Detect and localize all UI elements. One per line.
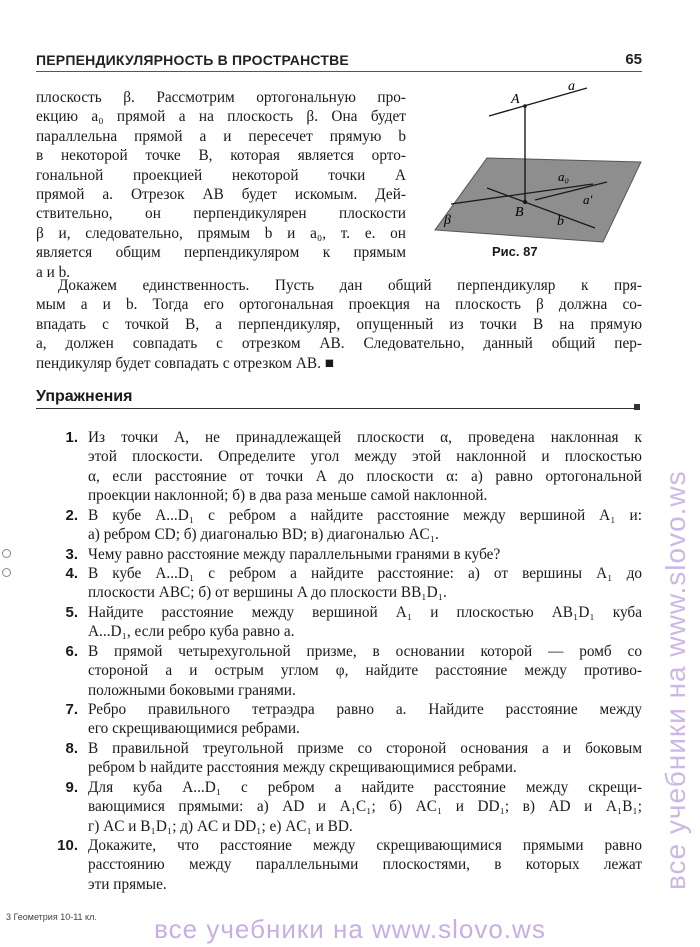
difficulty-circle-icon — [2, 549, 11, 558]
footer-signature: 3 Геометрия 10-11 кл. — [6, 912, 97, 922]
text-line: ствительно, он перпендикулярен плоскости — [36, 205, 406, 223]
text-line: этой плоскости. Определите угол между этой наклонной и плоскостью — [88, 448, 642, 466]
plane-beta — [435, 158, 641, 242]
figure-87 — [425, 78, 647, 263]
text-line: Докажем единственность. Пусть дан общий перпендикуляр к пря- — [58, 277, 642, 294]
text-line: пендикуляр будет совпадать с отрезком AB. ■ — [36, 354, 334, 372]
text-line: а) ребром CD; б) диагональю BD; в) диагональю AC₁. — [88, 526, 439, 544]
exercise-number: 9. — [65, 779, 78, 796]
text-line: мым a и b. Тогда его ортогональная проекция на плоскость β должна со- — [36, 296, 642, 314]
text-line: Из точки A, не принадлежащей плоскости α, проведена наклонная к — [88, 429, 642, 446]
label-a0: a₀ — [558, 169, 570, 184]
header-rule — [36, 71, 642, 72]
text-line: проекции наклонной; б) в два раза меньше самой наклонной. — [88, 487, 488, 505]
text-line: Ребро правильного тетраэдра равно a. Найдите расстояние между — [88, 701, 642, 718]
label-a-prime: a′ — [583, 192, 593, 207]
text-line: Для куба A...D₁ с ребром a найдите расстояние между скрещи- — [88, 779, 642, 796]
exercise-number: 5. — [65, 604, 78, 621]
exercise-number: 7. — [65, 701, 78, 718]
label-A: A — [511, 92, 520, 107]
exercise-number: 10. — [57, 837, 78, 854]
text-line: В прямой четырехугольной призме, в основании которой — ромб со — [88, 643, 642, 660]
label-a: a — [568, 79, 575, 94]
text-line: a и b. — [36, 263, 71, 281]
page-number: 65 — [625, 51, 642, 68]
text-line: a, должен совпадать с отрезком AB. Следовательно, данный общий пер- — [36, 335, 642, 353]
paragraph-proof-existence — [36, 88, 406, 282]
text-line: ребром b найдите расстояния между скрещивающимися ребрами. — [88, 759, 517, 777]
text-line: в некоторой точке B, которая является орто- — [36, 147, 406, 165]
text-line: параллельна прямой a и пересечет прямую b — [36, 127, 406, 145]
text-line: В кубе A...D₁ с ребром a найдите расстояние: а) от вершины A₁ до — [88, 565, 642, 582]
section-end-square — [634, 404, 640, 410]
difficulty-circle-icon — [2, 568, 11, 577]
running-header-title: ПЕРПЕНДИКУЛЯРНОСТЬ В ПРОСТРАНСТВЕ — [36, 52, 349, 68]
label-b: b — [557, 214, 564, 229]
exercise-number: 4. — [65, 565, 78, 582]
text-line: расстоянию между параллельными плоскостями, в которых лежат — [88, 856, 642, 874]
text-line: впадать с точкой B, а перпендикуляр, опущенный из точки B на прямую — [36, 315, 642, 333]
exercise-number: 8. — [65, 740, 78, 757]
figure-caption: Рис. 87 — [492, 244, 538, 259]
text-line: стороной a и острым углом φ, найдите расстояние между противо- — [88, 662, 642, 680]
watermark-side: все учебники на www.slovo.ws — [660, 470, 691, 890]
text-line: β и, следовательно, прямым b и a₀, т. е. он — [36, 224, 406, 242]
text-line: г) AC и B₁D₁; д) AC и DD₁; е) AC₁ и BD. — [88, 817, 353, 835]
exercise-number: 3. — [65, 546, 78, 563]
text-line: A...D₁, если ребро куба равно a. — [88, 623, 295, 641]
text-line: Найдите расстояние между вершиной A₁ и плоскостью AB₁D₁ куба — [88, 604, 642, 621]
text-line: прямой a. Отрезок AB будет искомым. Дей- — [36, 186, 406, 204]
section-rule — [36, 408, 640, 409]
text-line: положными боковыми гранями. — [88, 681, 296, 699]
label-B: B — [515, 205, 524, 220]
point-A — [523, 104, 527, 108]
watermark-bottom: все учебники на www.slovo.ws — [154, 914, 546, 944]
paragraph-proof-uniqueness — [36, 276, 642, 373]
text-line: плоскость β. Рассмотрим ортогональную про- — [36, 89, 406, 106]
exercise-number: 6. — [65, 643, 78, 660]
text-line: В правильной треугольной призме со стороной основания a и боковым — [88, 740, 642, 757]
label-beta: β — [444, 213, 451, 228]
section-title: Упражнения — [36, 388, 133, 405]
text-line: В кубе A...D₁ с ребром a найдите расстояние между вершиной A₁ и: — [88, 507, 642, 524]
text-line: его скрещивающимися ребрами. — [88, 720, 300, 738]
text-line: α, если расстояние от точки A до плоскости α: а) равно ортогональной — [88, 467, 642, 485]
exercise-number: 2. — [65, 507, 78, 524]
text-line: эти прямые. — [88, 875, 167, 893]
text-line: Докажите, что расстояние между скрещивающимися прямыми равно — [88, 837, 642, 854]
text-line: екцию a₀ прямой a на плоскость β. Она будет — [36, 108, 406, 126]
text-line: Чему равно расстояние между параллельными гранями в кубе? — [88, 546, 501, 563]
exercise-number: 1. — [65, 429, 78, 446]
text-line: плоскости ABC; б) от вершины A до плоскости BB₁D₁. — [88, 584, 447, 602]
text-line: гональной проекцией некоторой точки A — [36, 166, 406, 184]
text-line: является общим перпендикуляром к прямым — [36, 244, 406, 262]
point-B — [523, 200, 527, 204]
running-header — [36, 52, 642, 72]
text-line: вающимися прямыми: а) AD и A₁C₁; б) AC₁ и DD₁; в) AD и A₁B₁; — [88, 798, 642, 816]
